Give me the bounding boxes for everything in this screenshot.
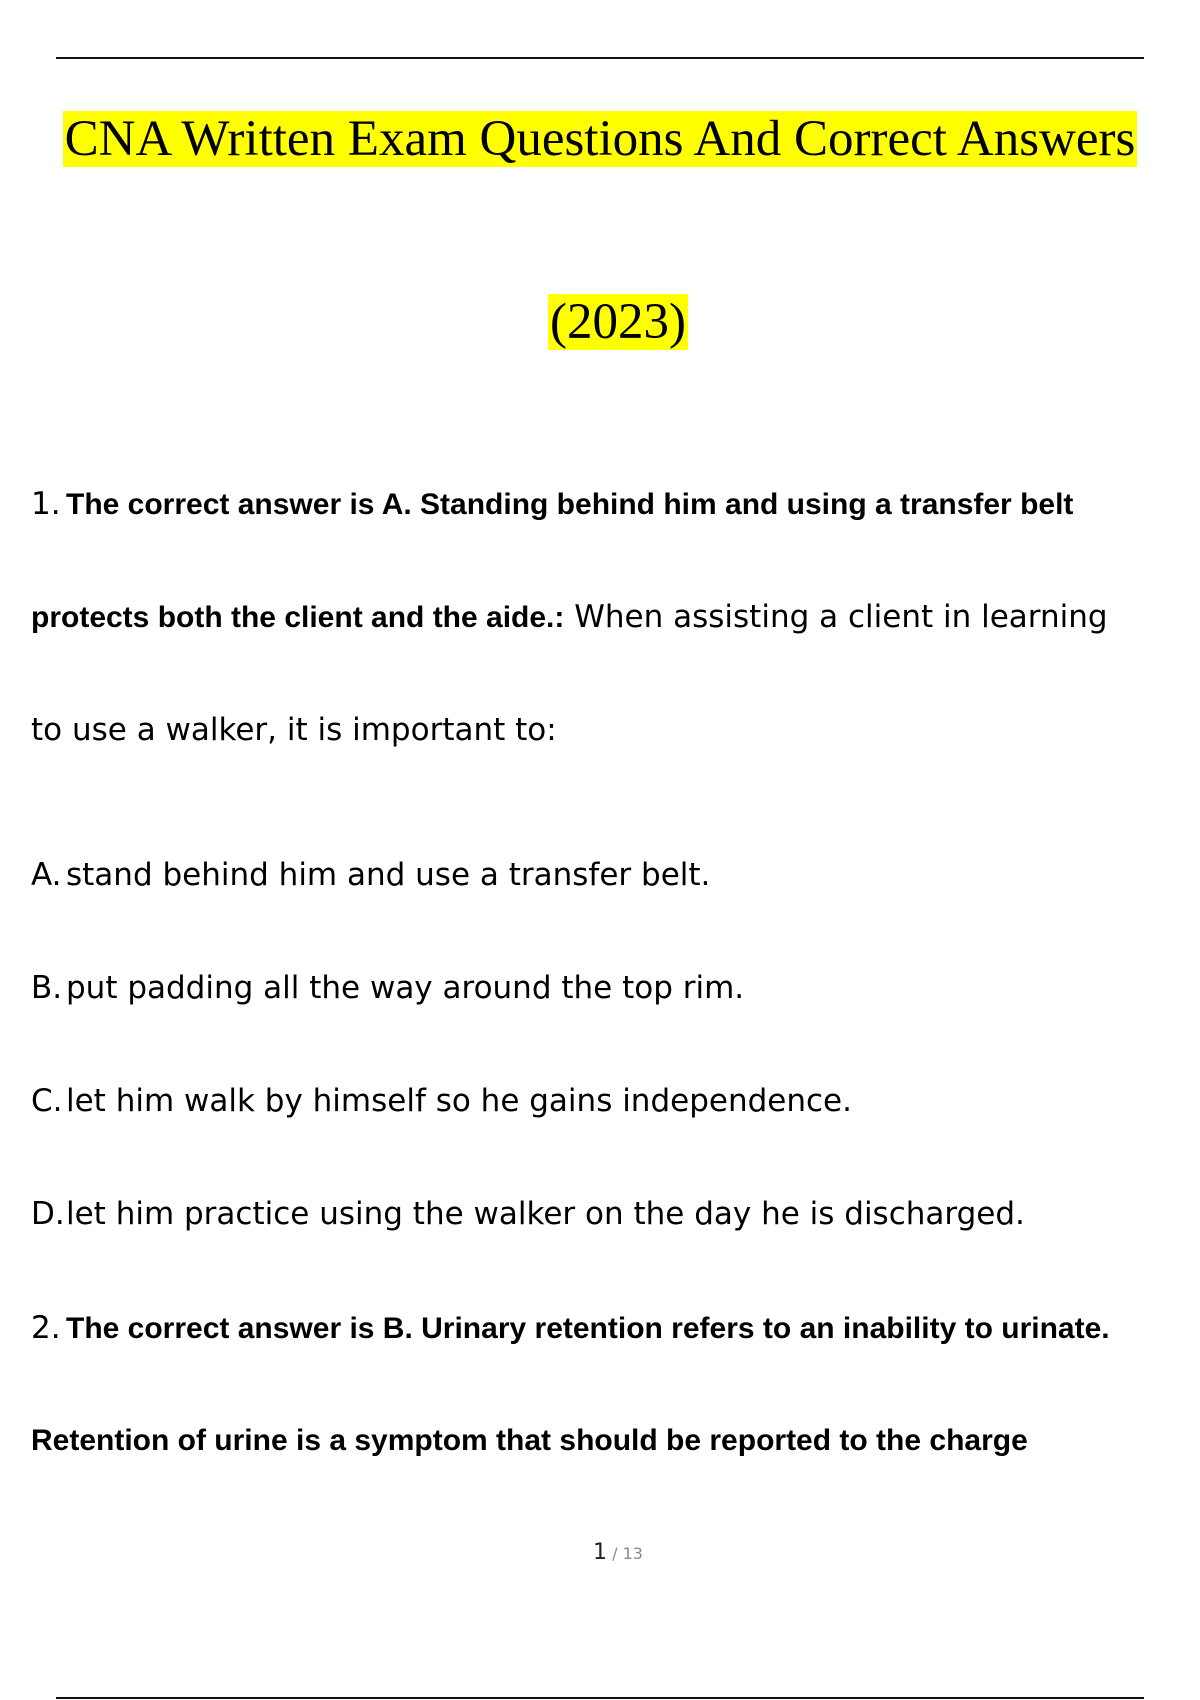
title-highlight: CNA Written Exam Questions And Correct Answers <box>64 111 1136 167</box>
question-2-line-1 <box>31 1308 1110 1349</box>
year-highlight: (2023) <box>550 294 686 350</box>
question-1-line-3 <box>31 710 557 750</box>
option-letter: C. <box>31 1083 63 1119</box>
question-answer-text: Retention of urine is a symptom that should be reported to the charge <box>31 1424 1028 1457</box>
question-prompt-text: When assisting a client in learning <box>564 599 1108 635</box>
question-number: 2. <box>31 1310 61 1346</box>
total-pages: / 13 <box>612 1544 643 1563</box>
document-title <box>0 107 1200 171</box>
bottom-rule <box>56 1697 1144 1699</box>
question-answer-text: The correct answer is B. Urinary retention refers to an inability to urinate. <box>66 1312 1110 1345</box>
option-c <box>31 1081 852 1121</box>
question-answer-text: The correct answer is A. Standing behind him and using a transfer belt <box>66 488 1074 521</box>
question-2-line-2 <box>31 1421 1028 1461</box>
option-letter: D. <box>31 1196 65 1232</box>
top-rule <box>56 57 1144 59</box>
option-a <box>31 855 710 895</box>
option-letter: B. <box>31 970 63 1006</box>
option-text: stand behind him and use a transfer belt. <box>66 857 711 893</box>
option-text: let him practice using the walker on the day he is discharged. <box>66 1196 1025 1232</box>
option-text: let him walk by himself so he gains independence. <box>66 1083 852 1119</box>
question-1-line-2 <box>31 597 1108 638</box>
option-d <box>31 1194 1025 1234</box>
page-number <box>0 1540 1200 1565</box>
question-number: 1. <box>31 486 61 522</box>
document-year <box>0 290 1200 354</box>
option-letter: A. <box>31 857 62 893</box>
question-answer-text: protects both the client and the aide.: <box>31 601 565 634</box>
question-1-line-1 <box>31 484 1073 525</box>
current-page: 1 <box>593 1540 608 1565</box>
option-b <box>31 968 744 1008</box>
question-prompt-text: to use a walker, it is important to: <box>31 712 557 748</box>
option-text: put padding all the way around the top rim. <box>66 970 745 1006</box>
